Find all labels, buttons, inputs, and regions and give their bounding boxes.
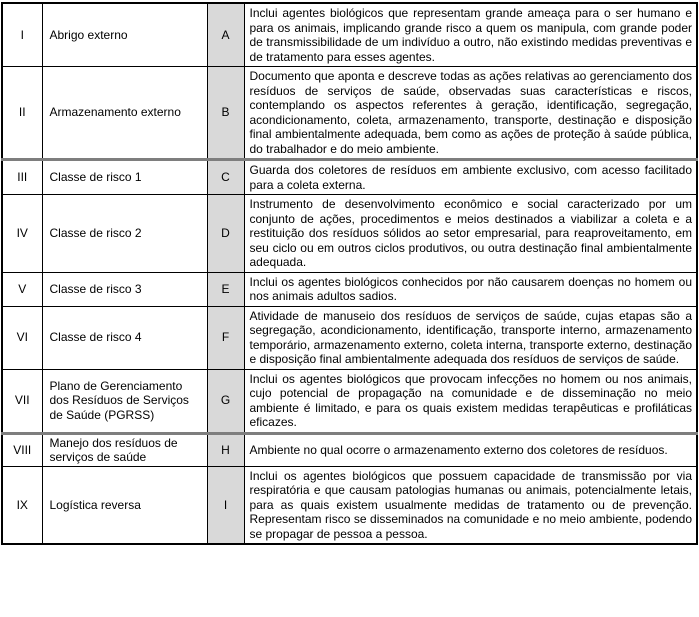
row-numeral: VIII: [2, 433, 42, 466]
row-definition: Ambiente no qual ocorre o armazenamento externo dos coletores de resíduos.: [244, 433, 697, 466]
row-term: Armazenamento externo: [42, 67, 207, 160]
row-letter: B: [207, 67, 244, 160]
row-definition: Documento que aponta e descreve todas as ações relativas ao gerenciamento dos resíduos de serviços de saúde, observadas suas características e riscos, contemplando os aspectos referentes à geração, identificação, segregação, acondicionamento, coleta, armazenamento, transporte, destinação e disposição final ambientalmente adequada, bem como as ações de proteção à saúde pública, do trabalhador e do meio ambiente.: [244, 67, 697, 160]
table-row: [2, 433, 697, 466]
table-row: [2, 306, 697, 369]
row-letter: H: [207, 433, 244, 466]
table-row: [2, 67, 697, 160]
row-numeral: VI: [2, 306, 42, 369]
table-row: [2, 466, 697, 544]
row-letter: E: [207, 272, 244, 306]
row-numeral: III: [2, 160, 42, 195]
row-term: Classe de risco 2: [42, 195, 207, 273]
table-row: [2, 3, 697, 67]
row-numeral: I: [2, 3, 42, 67]
row-numeral: IV: [2, 195, 42, 273]
row-term: Classe de risco 4: [42, 306, 207, 369]
row-numeral: II: [2, 67, 42, 160]
row-numeral: V: [2, 272, 42, 306]
row-numeral: IX: [2, 466, 42, 544]
row-letter: F: [207, 306, 244, 369]
row-definition: Inclui os agentes biológicos que possuem capacidade de transmissão por via respiratória e que causam patologias humanas ou animais, potencialmente letais, para as quais existem usualmente medidas de tratamento ou de prevenção. Representam risco se disseminados na comunidade e no meio ambiente, podendo se propagar de pessoa a pessoa.: [244, 466, 697, 544]
row-numeral: VII: [2, 369, 42, 433]
matching-table: [1, 2, 698, 545]
row-term: Manejo dos resíduos de serviços de saúde: [42, 433, 207, 466]
row-definition: Instrumento de desenvolvimento econômico e social caracterizado por um conjunto de ações, procedimentos e meios destinados a viabilizar a coleta e a restituição dos resíduos sólidos ao setor empresarial, para reaproveitamento, em seu ciclo ou em outros ciclos produtivos, ou outra destinação final ambientalmente adequada.: [244, 195, 697, 273]
row-definition: Inclui os agentes biológicos que provocam infecções no homem ou nos animais, cujo potencial de propagação na comunidade e de disseminação no meio ambiente é limitado, e para os quais existem medidas terapêuticas e profiláticas eficazes.: [244, 369, 697, 433]
row-letter: A: [207, 3, 244, 67]
row-definition: Inclui os agentes biológicos conhecidos por não causarem doenças no homem ou nos animais adultos sadios.: [244, 272, 697, 306]
table-row: [2, 195, 697, 273]
row-term: Plano de Gerenciamento dos Resíduos de Serviços de Saúde (PGRSS): [42, 369, 207, 433]
row-letter: G: [207, 369, 244, 433]
row-definition: Atividade de manuseio dos resíduos de serviços de saúde, cujas etapas são a segregação, acondicionamento, identificação, transporte interno, armazenamento temporário, armazenamento externo, coleta interna, transporte externo, destinação e disposição final ambientalmente adequada dos resíduos de serviços de saúde.: [244, 306, 697, 369]
row-letter: I: [207, 466, 244, 544]
row-term: Abrigo externo: [42, 3, 207, 67]
row-letter: D: [207, 195, 244, 273]
row-term: Classe de risco 3: [42, 272, 207, 306]
row-definition: Guarda dos coletores de resíduos em ambiente exclusivo, com acesso facilitado para a coleta externa.: [244, 160, 697, 195]
table-row: [2, 160, 697, 195]
row-term: Classe de risco 1: [42, 160, 207, 195]
row-term: Logística reversa: [42, 466, 207, 544]
row-definition: Inclui agentes biológicos que representam grande ameaça para o ser humano e para os animais, implicando grande risco a quem os manipula, com grande poder de transmissibilidade de um indivíduo a outro, não existindo medidas preventivas e de tratamento para esses agentes.: [244, 3, 697, 67]
table-row: [2, 369, 697, 433]
row-letter: C: [207, 160, 244, 195]
table-row: [2, 272, 697, 306]
